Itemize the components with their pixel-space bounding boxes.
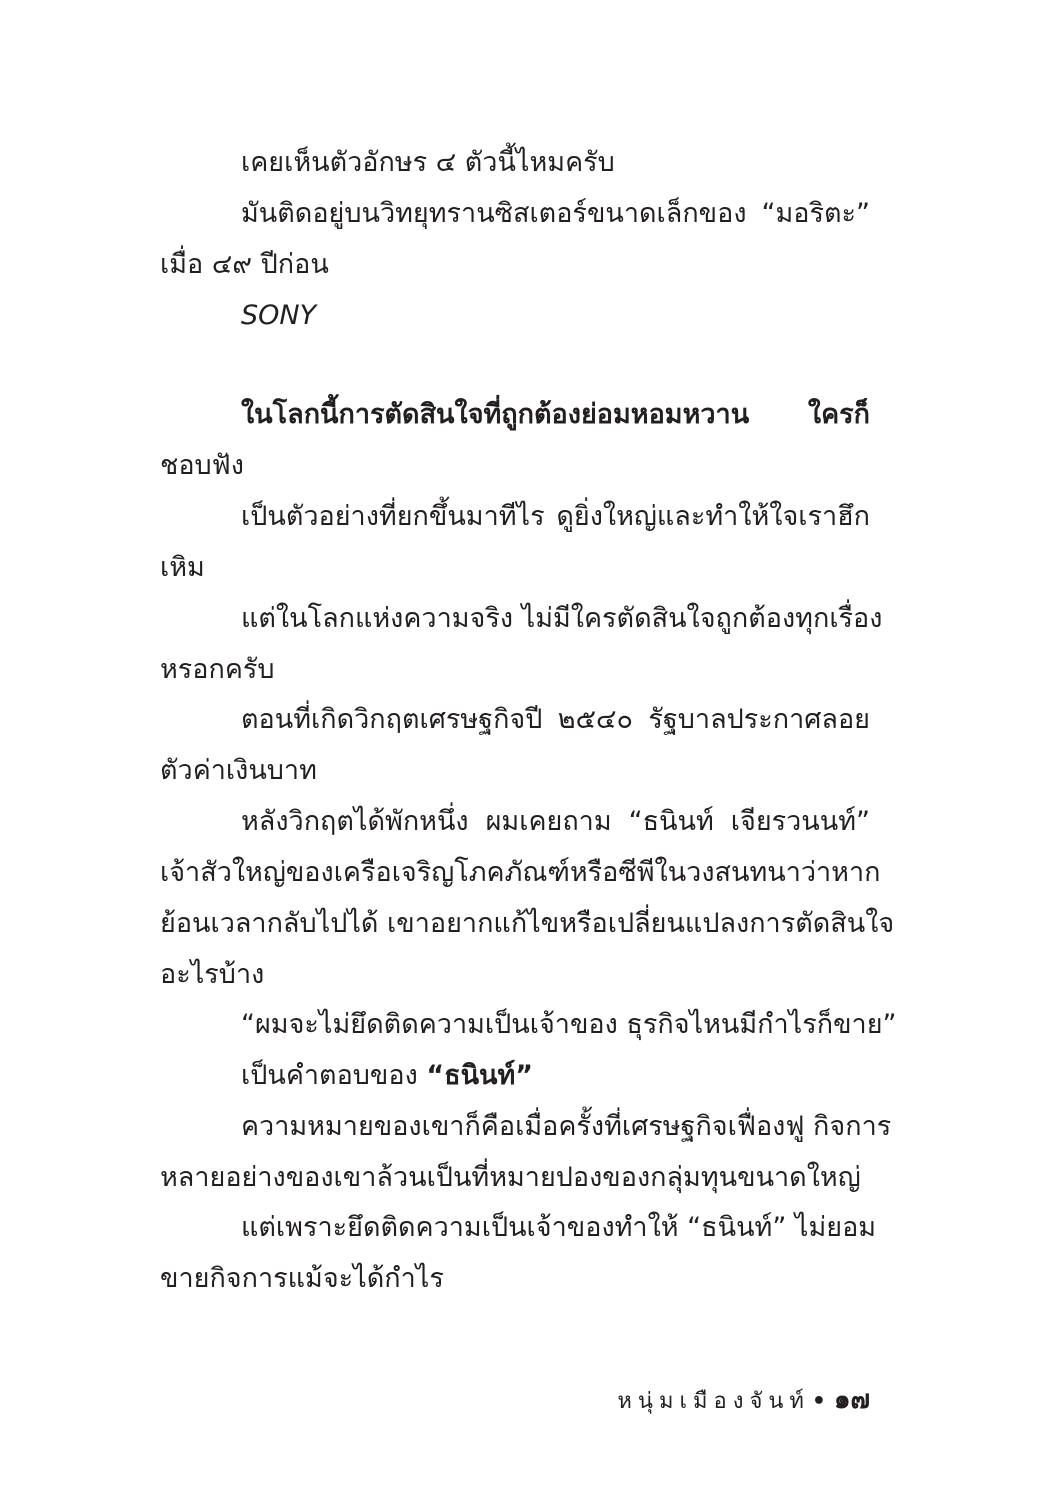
paragraph-line: ย้อนเวลากลับไปได้ เขาอยากแก้ไขหรือเปลี่ยนแปลงการตัดสินใจ: [160, 908, 895, 939]
page-footer: [560, 1385, 870, 1417]
paragraph-line: หลังวิกฤตได้พักหนึ่ง ผมเคยถาม “ธนินท์ เจียรวนนท์”: [241, 806, 870, 837]
quote-line: “ผมจะไม่ยึดติดความเป็นเจ้าของ ธุรกิจไหนมีกำไรก็ขาย”: [241, 1009, 897, 1040]
paragraph-line: หลายอย่างของเขาล้วนเป็นที่หมายปองของกลุ่มทุนขนาดใหญ่: [160, 1162, 861, 1193]
paragraph-line: [241, 1059, 533, 1093]
paragraph-line: ขายกิจการแม้จะได้กำไร: [160, 1263, 444, 1294]
answer-name: “ธนินท์”: [426, 1060, 534, 1091]
paragraph-heading-line: ในโลกนี้การตัดสินใจที่ถูกต้องย่อมหอมหวาน ใครก็: [241, 399, 870, 430]
paragraph-line: เจ้าสัวใหญ่ของเครือเจริญโภคภัณฑ์หรือซีพีในวงสนทนาว่าหาก: [160, 857, 881, 888]
paragraph-line: แต่ในโลกแห่งความจริง ไม่มีใครตัดสินใจถูกต้องทุกเรื่อง: [241, 603, 883, 634]
paragraph-line: ความหมายของเขาก็คือเมื่อครั้งที่เศรษฐกิจเฟื่องฟู กิจการ: [241, 1111, 892, 1142]
answer-intro: เป็นคำตอบของ: [241, 1060, 427, 1091]
paragraph-line: เหิม: [160, 552, 205, 583]
paragraph-line: ตอนที่เกิดวิกฤตเศรษฐกิจปี ๒๕๔๐ รัฐบาลประกาศลอย: [241, 704, 870, 735]
paragraph-line: SONY: [241, 300, 317, 331]
paragraph-line: อะไรบ้าง: [160, 959, 265, 990]
page-number: ๑๗: [833, 1385, 870, 1415]
paragraph-line: แต่เพราะยึดติดความเป็นเจ้าของทำให้ “ธนินท์” ไม่ยอม: [241, 1212, 877, 1243]
paragraph-line: มันติดอยู่บนวิทยุทรานซิสเตอร์ขนาดเล็กของ “มอริตะ”: [241, 198, 870, 229]
paragraph-line: ตัวค่าเงินบาท: [160, 755, 317, 786]
footer-bullet: •: [811, 1389, 826, 1414]
paragraph-line: เคยเห็นตัวอักษร ๔ ตัวนี้ไหมครับ: [241, 147, 615, 178]
paragraph-line: หรอกครับ: [160, 654, 275, 685]
paragraph-line: เมื่อ ๔๙ ปีก่อน: [160, 249, 329, 280]
paragraph-line: เป็นตัวอย่างที่ยกขึ้นมาทีไร ดูยิ่งใหญ่และทำให้ใจเราฮึก: [241, 501, 870, 532]
paragraph-line: ชอบฟัง: [160, 450, 244, 481]
running-title: หนุ่มเมืองจันท์: [617, 1389, 810, 1414]
